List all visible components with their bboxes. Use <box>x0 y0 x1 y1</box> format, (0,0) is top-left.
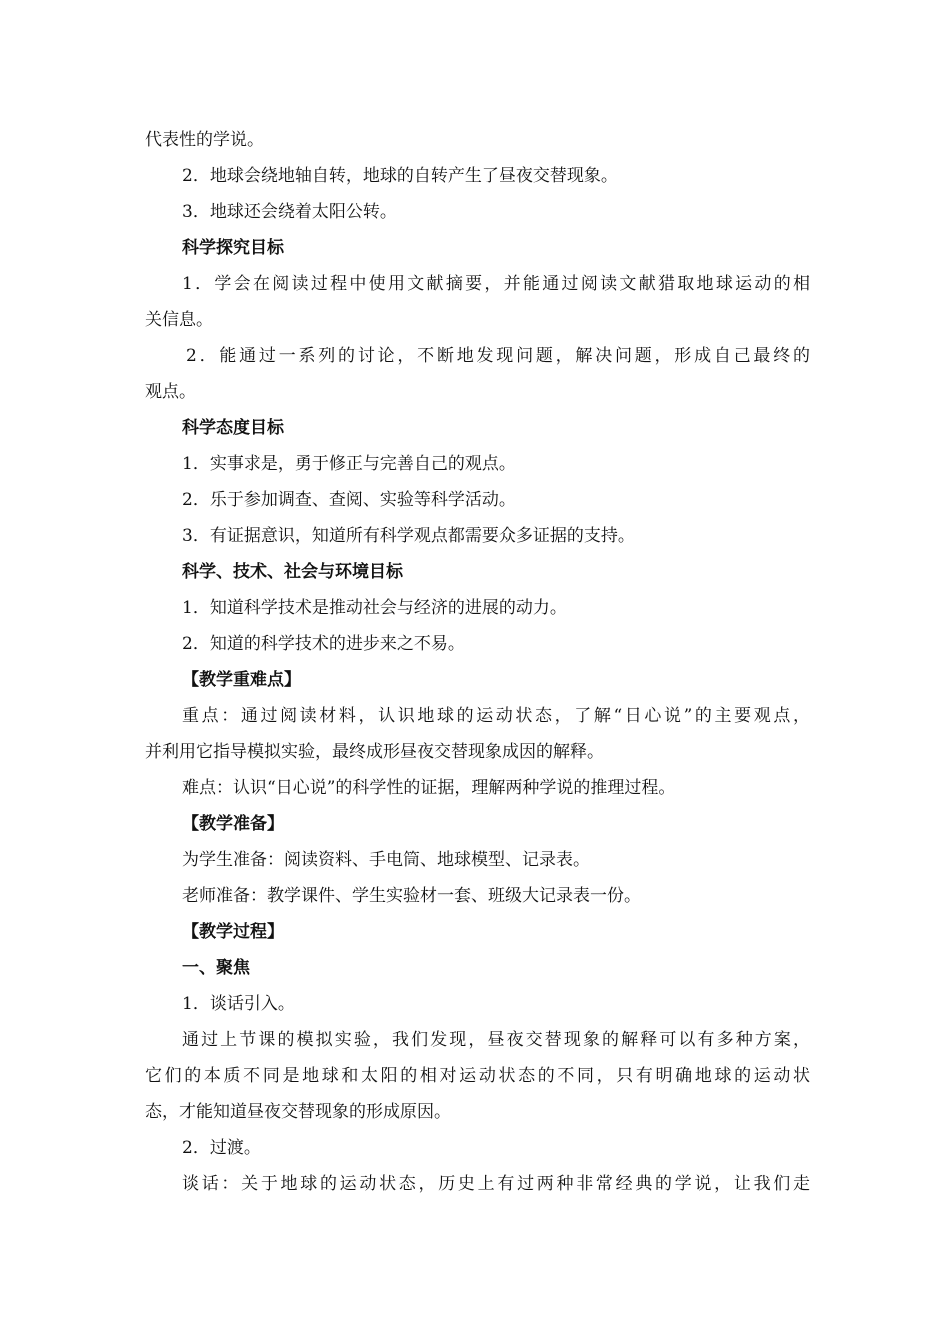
text-line: 难点：认识“日心说”的科学性的证据，理解两种学说的推理过程。 <box>182 778 676 798</box>
section-heading: 【教学过程】 <box>182 922 284 942</box>
text-line: 为学生准备：阅读资料、手电筒、地球模型、记录表。 <box>182 850 590 870</box>
text-line: 1．知道科学技术是推动社会与经济的进展的动力。 <box>182 598 567 618</box>
text-line: 老师准备：教学课件、学生实验材一套、班级大记录表一份。 <box>182 886 641 906</box>
text-line: 2．过渡。 <box>182 1138 261 1158</box>
text-line: 通过上节课的模拟实验，我们发现，昼夜交替现象的解释可以有多种方案， <box>182 1030 810 1050</box>
text-line: 重点：通过阅读材料，认识地球的运动状态，了解“日心说”的主要观点， <box>182 706 810 726</box>
text-line: 1．学会在阅读过程中使用文献摘要，并能通过阅读文献猎取地球运动的相 <box>182 274 810 294</box>
text-line: 态，才能知道昼夜交替现象的形成原因。 <box>145 1102 451 1122</box>
text-line: 它们的本质不同是地球和太阳的相对运动状态的不同，只有明确地球的运动状 <box>145 1066 810 1086</box>
section-heading: 【教学重难点】 <box>182 670 301 690</box>
text-line: 2．能通过一系列的讨论，不断地发现问题，解决问题，形成自己最终的 <box>186 346 810 366</box>
text-line: 3．有证据意识，知道所有科学观点都需要众多证据的支持。 <box>182 526 635 546</box>
section-heading: 一、聚焦 <box>182 958 250 978</box>
text-line: 谈话：关于地球的运动状态，历史上有过两种非常经典的学说，让我们走 <box>182 1174 810 1194</box>
text-line: 1．谈话引入。 <box>182 994 295 1014</box>
section-heading: 科学态度目标 <box>182 418 284 438</box>
text-line: 3．地球还会绕着太阳公转。 <box>182 202 397 222</box>
text-line: 并利用它指导模拟实验，最终成形昼夜交替现象成因的解释。 <box>145 742 604 762</box>
text-line: 2．乐于参加调查、查阅、实验等科学活动。 <box>182 490 516 510</box>
text-line: 关信息。 <box>145 310 213 330</box>
section-heading: 科学探究目标 <box>182 238 284 258</box>
text-line: 代表性的学说。 <box>145 130 264 150</box>
text-line: 2．知道的科学技术的进步来之不易。 <box>182 634 465 654</box>
section-heading: 科学、技术、社会与环境目标 <box>182 562 403 582</box>
text-line: 1．实事求是，勇于修正与完善自己的观点。 <box>182 454 516 474</box>
text-line: 观点。 <box>145 382 196 402</box>
section-heading: 【教学准备】 <box>182 814 284 834</box>
text-line: 2．地球会绕地轴自转，地球的自转产生了昼夜交替现象。 <box>182 166 618 186</box>
